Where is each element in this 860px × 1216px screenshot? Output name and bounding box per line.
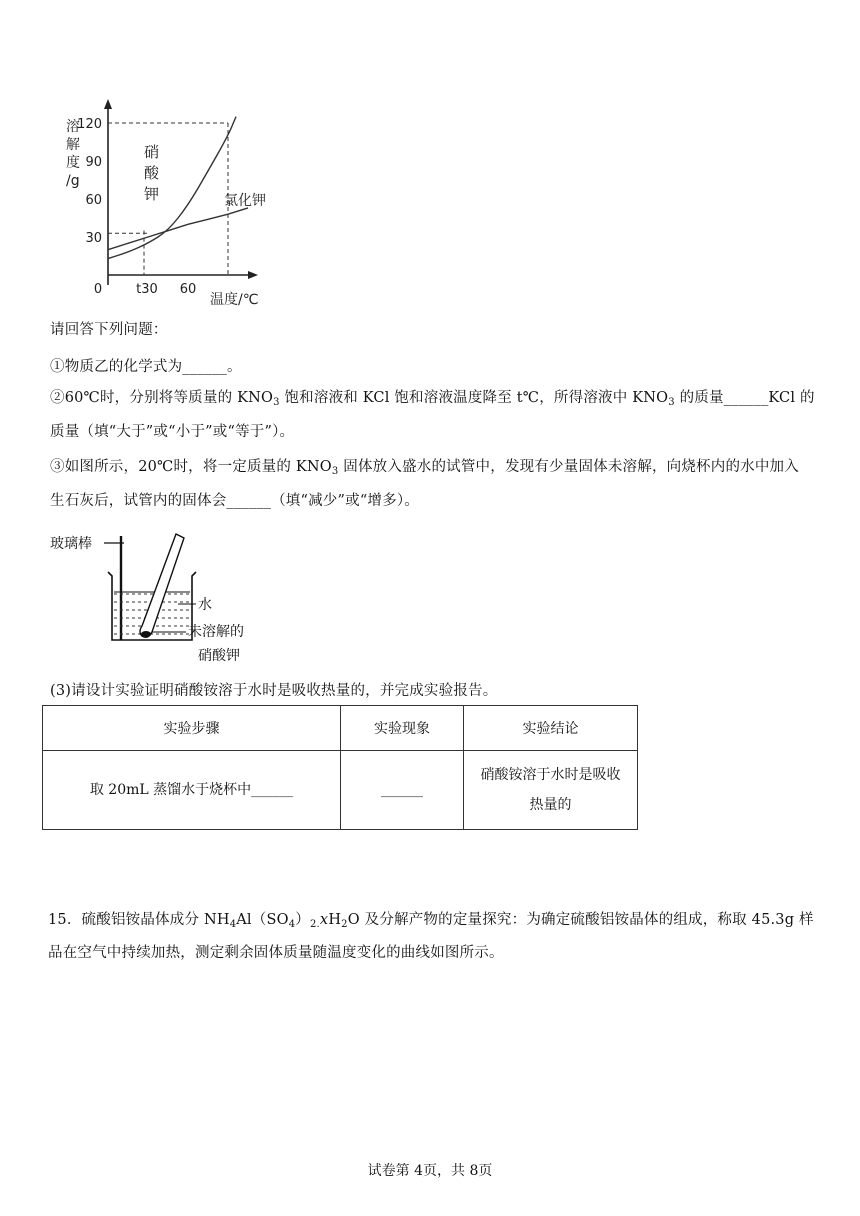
undissolved-solid xyxy=(141,631,151,637)
y-tick-label: 60 xyxy=(85,192,102,208)
y-tick-label: 30 xyxy=(85,230,102,246)
test-tube xyxy=(140,534,184,637)
y-tick-label: 120 xyxy=(77,116,102,132)
page-footer: 试卷第 4页，共 8页 xyxy=(367,1163,493,1179)
header-conclusion: 实验结论 xyxy=(464,706,638,751)
design-question: (3)请设计实验证明硝酸铵溶于水时是吸收热量的，并完成实验报告。 xyxy=(50,683,498,699)
series-label-kno3-char: 硝 xyxy=(144,143,160,161)
water-label: 水 xyxy=(198,597,212,613)
solid-label-1: 未溶解的 xyxy=(188,624,244,640)
x-axis-label: 温度/℃ xyxy=(210,292,259,308)
question-3-line-1: ③如图所示，20℃时，将一定质量的 $KNO_3$ 固体放入盛水的试管中，发现有少量固体未溶解，向烧杯内的水中加入 xyxy=(50,459,799,477)
question-2-line-2: 质量（填“大于”或“小于”或“等于”）。 xyxy=(50,424,295,440)
series-kno3-curve xyxy=(108,117,236,259)
series-label-kcl: 氯化钾 xyxy=(224,193,266,209)
question-15-line-2: 品在空气中持续加热，测定剩余固体质量随温度变化的曲线如图所示。 xyxy=(48,945,504,961)
x-tick-label: 0 xyxy=(93,282,103,297)
series-label-kno3-char: 酸 xyxy=(144,164,160,182)
cell-conclusion: 硝酸铵溶于水时是吸收 热量的 xyxy=(464,751,638,830)
header-phenomenon: 实验现象 xyxy=(341,706,464,751)
y-axis-label-char: 溶 xyxy=(66,119,80,135)
series-kcl-line xyxy=(108,208,248,250)
y-tick-label: 90 xyxy=(85,154,102,170)
solubility-chart xyxy=(58,95,268,310)
question-1: ①物质乙的化学式为______。 xyxy=(50,359,242,375)
glass-rod-label: 玻璃棒 xyxy=(50,536,92,552)
y-axis-label-char: 度 xyxy=(66,155,80,171)
question-15-line-1: 15．硫酸铝铵晶体成分 $NH_4Al(SO_4)_{2.}xH_2O$ 及分解产物的定量探究：为确定硫酸铝铵晶体的组成，称取 45.3g 样 xyxy=(48,912,814,930)
series-label-kno3 xyxy=(144,143,160,203)
cell-step: 取 20mL 蒸馏水于烧杯中______ xyxy=(43,751,341,830)
header-step: 实验步骤 xyxy=(43,706,341,751)
y-tick-labels xyxy=(77,117,102,246)
experiment-report-table xyxy=(42,705,638,830)
x-tick-labels xyxy=(94,282,196,297)
question-2-line-1: ②60℃时，分别将等质量的 $KNO_3$ 饱和溶液和 KCl 饱和溶液温度降至 t℃，所得溶液中 $KNO_3$ 的质量______KCl 的 xyxy=(50,390,815,408)
x-tick-label: t30 xyxy=(136,282,158,297)
y-axis-label-char: 解 xyxy=(66,137,80,153)
table-row xyxy=(43,751,638,830)
x-tick-label: 60 xyxy=(179,282,197,297)
series-label-kno3-char: 钾 xyxy=(144,185,160,203)
x-axis-arrow xyxy=(248,271,258,279)
cell-phenomenon: ______ xyxy=(341,751,464,830)
question-3-line-2: 生石灰后，试管内的固体会______（填“减少”或“增多）。 xyxy=(50,493,419,509)
beaker-diagram xyxy=(50,528,280,668)
solid-label-2: 硝酸钾 xyxy=(198,648,240,664)
y-axis-arrow xyxy=(104,99,112,109)
prompt-text: 请回答下列问题： xyxy=(50,322,168,338)
y-axis-label-char: /g xyxy=(66,173,80,189)
